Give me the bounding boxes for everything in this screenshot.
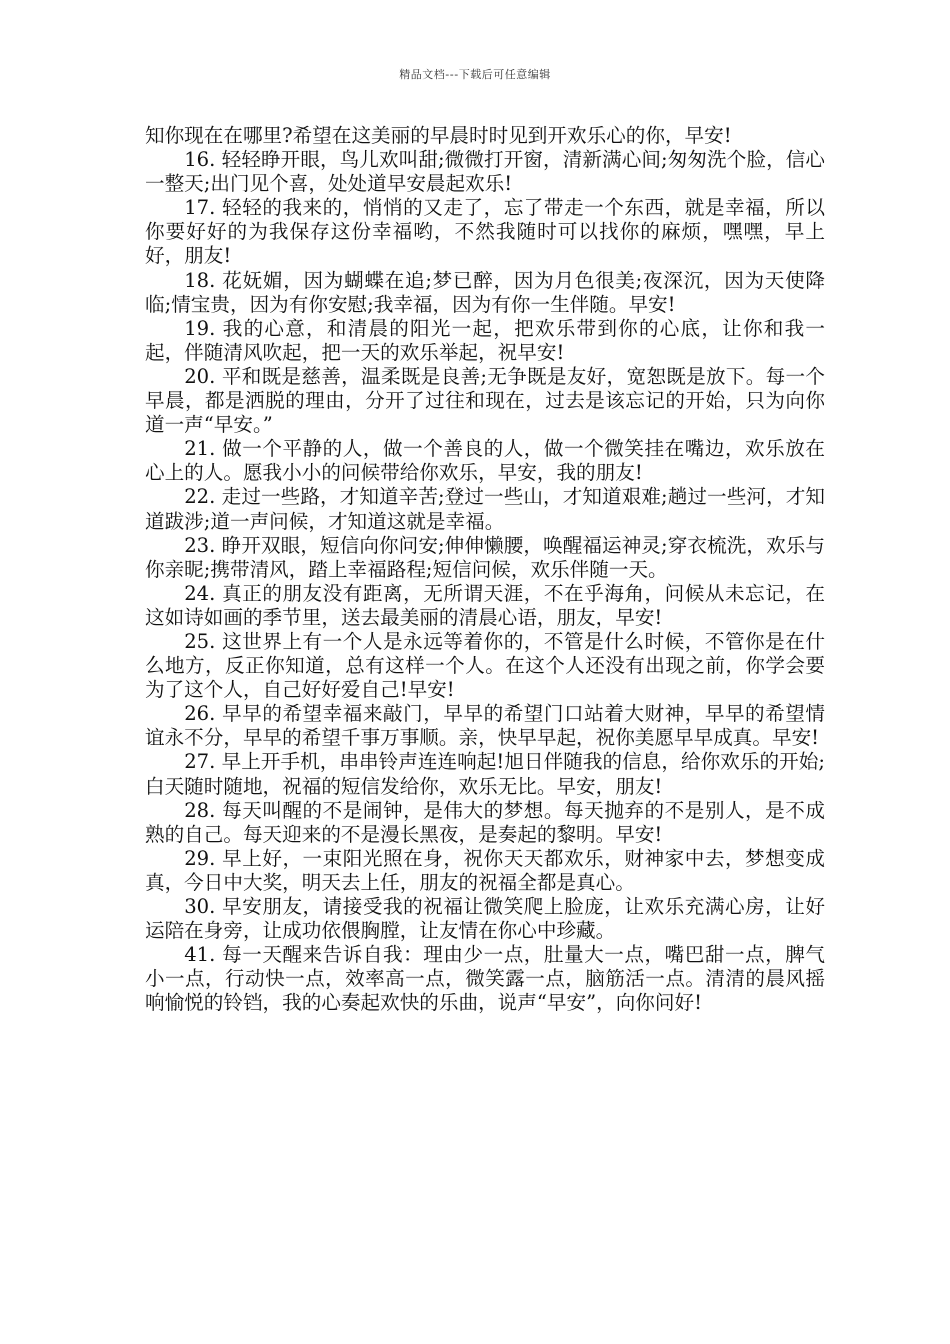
paragraph: 25. 这世界上有一个人是永远等着你的，不管是什么时候，不管你是在什么地方，反正你知道，总有这样一个人。在这个人还没有出现之前，你学会要为了这个人，自己好好爱自己!早安!: [145, 629, 825, 702]
paragraph: 27. 早上开手机，串串铃声连连响起!旭日伴随我的信息，给你欢乐的开始;白天随时随地，祝福的短信发给你，欢乐无比。早安，朋友!: [145, 750, 825, 798]
paragraph: 17. 轻轻的我来的，悄悄的又走了，忘了带走一个东西，就是幸福，所以你要好好的为我保存这份幸福哟，不然我随时可以找你的麻烦，嘿嘿，早上好，朋友!: [145, 196, 825, 268]
paragraph: 21. 做一个平静的人，做一个善良的人，做一个微笑挂在嘴边，欢乐放在心上的人。愿我小小的问候带给你欢乐，早安，我的朋友!: [145, 437, 825, 485]
document-body: [145, 124, 825, 1015]
paragraph: 20. 平和既是慈善，温柔既是良善;无争既是友好，宽恕既是放下。每一个早晨，都是洒脱的理由，分开了过往和现在，过去是该忘记的开始，只为向你道一声“早安。”: [145, 364, 825, 437]
paragraph: 知你现在在哪里?希望在这美丽的早晨时时见到开欢乐心的你，早安!: [145, 124, 732, 147]
paragraph: 18. 花妩媚，因为蝴蝶在追;梦已醉，因为月色很美;夜深沉，因为天使降临;情宝贵，因为有你安慰;我幸福，因为有你一生伴随。早安!: [145, 268, 825, 316]
paragraph: 23. 睁开双眼，短信向你问安;伸伸懒腰，唤醒福运神灵;穿衣梳洗，欢乐与你亲昵;携带清风，踏上幸福路程;短信问候，欢乐伴随一天。: [145, 533, 825, 581]
page-header: 精品文档---下载后可任意编辑: [399, 68, 551, 81]
paragraph: 28. 每天叫醒的不是闹钟，是伟大的梦想。每天抛弃的不是别人，是不成熟的自己。每天迎来的不是漫长黑夜，是奏起的黎明。早安!: [145, 798, 825, 846]
paragraph: 41. 每一天醒来告诉自我：理由少一点，肚量大一点，嘴巴甜一点，脾气小一点，行动快一点，效率高一点，微笑露一点，脑筋活一点。清清的晨风摇响愉悦的铃铛，我的心奏起欢快的乐曲，说声“早安”，向你问好!: [145, 943, 825, 1015]
paragraph: 30. 早安朋友，请接受我的祝福让微笑爬上脸庞，让欢乐充满心房，让好运陪在身旁，让成功依偎胸膛，让友情在你心中珍藏。: [145, 895, 825, 943]
paragraph: 26. 早早的希望幸福来敲门，早早的希望门口站着大财神，早早的希望情谊永不分，早早的希望千事万事顺。亲，快早早起，祝你美愿早早成真。早安!: [145, 702, 825, 750]
paragraph: 22. 走过一些路，才知道辛苦;登过一些山，才知道艰难;趟过一些河，才知道跋涉;道一声问候，才知道这就是幸福。: [145, 485, 825, 533]
paragraph: 16. 轻轻睁开眼，鸟儿欢叫甜;微微打开窗，清新满心间;匆匆洗个脸，信心一整天;出门见个喜，处处道早安晨起欢乐!: [145, 148, 825, 196]
paragraph: 19. 我的心意，和清晨的阳光一起，把欢乐带到你的心底，让你和我一起，伴随清风吹起，把一天的欢乐举起，祝早安!: [145, 316, 825, 364]
paragraph: 24. 真正的朋友没有距离，无所谓天涯，不在乎海角，问候从未忘记，在这如诗如画的季节里，送去最美丽的清晨心语，朋友，早安!: [145, 581, 825, 629]
paragraph: 29. 早上好，一束阳光照在身，祝你天天都欢乐，财神家中去，梦想变成真，今日中大奖，明天去上任，朋友的祝福全都是真心。: [145, 846, 825, 894]
